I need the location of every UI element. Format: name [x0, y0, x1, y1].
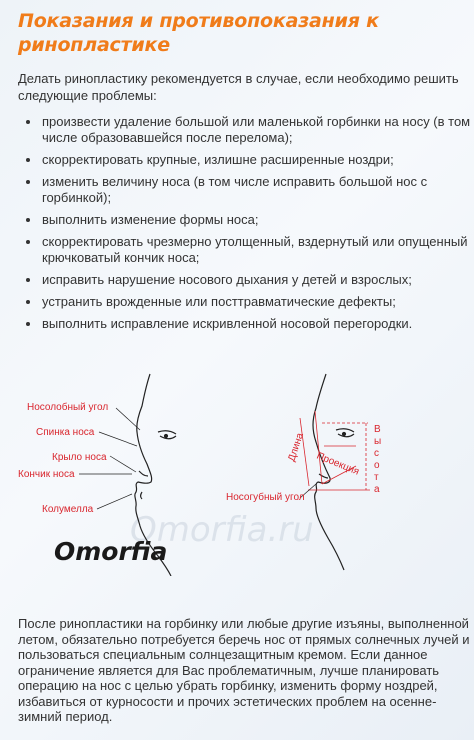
label-nasal-tip: Кончик носа — [18, 469, 75, 480]
label-nasal-dorsum: Спинка носа — [36, 427, 95, 438]
label-height-letter: а — [374, 484, 380, 495]
label-length: Длина — [286, 431, 306, 463]
label-nasofrontal-angle: Носолобный угол — [27, 402, 109, 413]
watermark: Omorfia.ru — [130, 510, 314, 550]
label-height-letter: ы — [374, 436, 382, 447]
indications-list — [22, 114, 474, 338]
label-height-letter: с — [374, 448, 379, 459]
nose-anatomy-diagram — [0, 366, 474, 576]
label-nasal-wing: Крыло носа — [52, 452, 107, 463]
outro-paragraph: После ринопластики на горбинку или любые другие изъяны, выполненной летом, обязательно потребуется беречь нос от прямых солнечных лучей и пользоваться специальным солнцезащитным кремом. Если данное ограничение является для Вас проблематичным, лучше планировать операцию на нос с целью убрать горбинку, изменить форму ноздрей, избавиться от курносости и прочих эстетических проблем на осенне-зимний период. — [18, 616, 470, 724]
list-item: выполнить изменение формы носа; — [42, 212, 474, 228]
list-item: произвести удаление большой или маленькой горбинки на носу (в том числе образовавшейся после перелома); — [42, 114, 474, 146]
list-item: скорректировать чрезмерно утолщенный, вздернутый или опущенный крючковатый кончик носа; — [42, 234, 474, 266]
label-nasolabial-angle: Носогубный угол — [226, 492, 305, 503]
list-item: выполнить исправление искривленной носовой перегородки. — [42, 316, 474, 332]
list-item: скорректировать крупные, излишне расширенные ноздри; — [42, 152, 474, 168]
intro-paragraph: Делать ринопластику рекомендуется в случае, если необходимо решить следующие проблемы: — [18, 71, 459, 103]
page-title: Показания и противопоказания к ринопластике — [18, 10, 379, 56]
label-height-letter: В — [374, 424, 381, 435]
label-height — [374, 424, 381, 495]
label-height-letter: о — [374, 460, 380, 471]
list-item: изменить величину носа (в том числе исправить большой нос с горбинкой); — [42, 174, 474, 206]
list-item: устранить врожденные или посттравматические дефекты; — [42, 294, 474, 310]
logo: Omorfia — [54, 537, 168, 566]
label-height-letter: т — [374, 472, 379, 483]
list-item: исправить нарушение носового дыхания у детей и взрослых; — [42, 272, 474, 288]
label-projection: Проекция — [314, 450, 361, 478]
label-columella: Колумелла — [42, 504, 94, 515]
